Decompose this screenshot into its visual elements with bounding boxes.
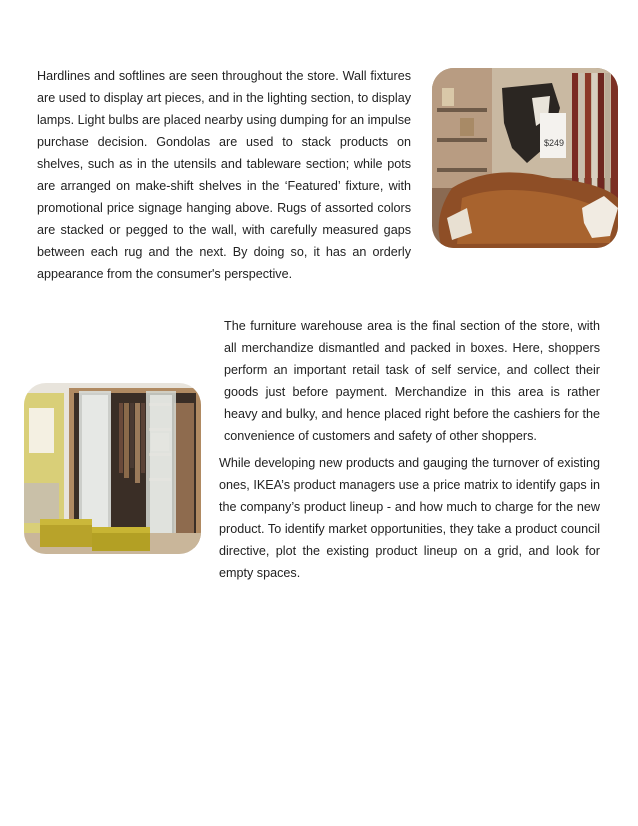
- paragraph-store-display: Hardlines and softlines are seen throughout the store. Wall fixtures are used to display art pieces, and in the lighting section, to display lamps. Light bulbs are placed nearby using dumping for an impulse purchase decision. Gondolas are used to stack products on shelves, such as in the utensils and tableware section; while pots are arranged on make-shift shelves in the ‘Featured’ fixture, with promotional price signage hanging above. Rugs of assorted colors are stacked or pegged to the wall, with carefully measured gaps between each rug and the next. By doing so, it has an orderly appearance from the consumer's perspective.: [37, 69, 411, 281]
- wardrobe-photo: [24, 383, 201, 554]
- price-tag-text: $249: [544, 138, 565, 148]
- rugs-display-photo: [432, 68, 618, 248]
- paragraph-price-matrix: While developing new products and gauging the turnover of existing ones, IKEA’s product managers use a price matrix to identify gaps in the company’s product lineup - and how much to charge for the new product. To identify market opportunities, they take a product council directive, plot the existing product lineup on a grid, and look for empty spaces.: [219, 456, 600, 580]
- paragraph-warehouse: The furniture warehouse area is the final section of the store, with all merchandize dismantled and packed in boxes. Here, shoppers perform an important retail task of self service, and collect their goods just before payment. Merchandize in this area is rather heavy and bulky, and hence placed right before the cashiers for the convenience of customers and safety of other shoppers.: [224, 319, 600, 443]
